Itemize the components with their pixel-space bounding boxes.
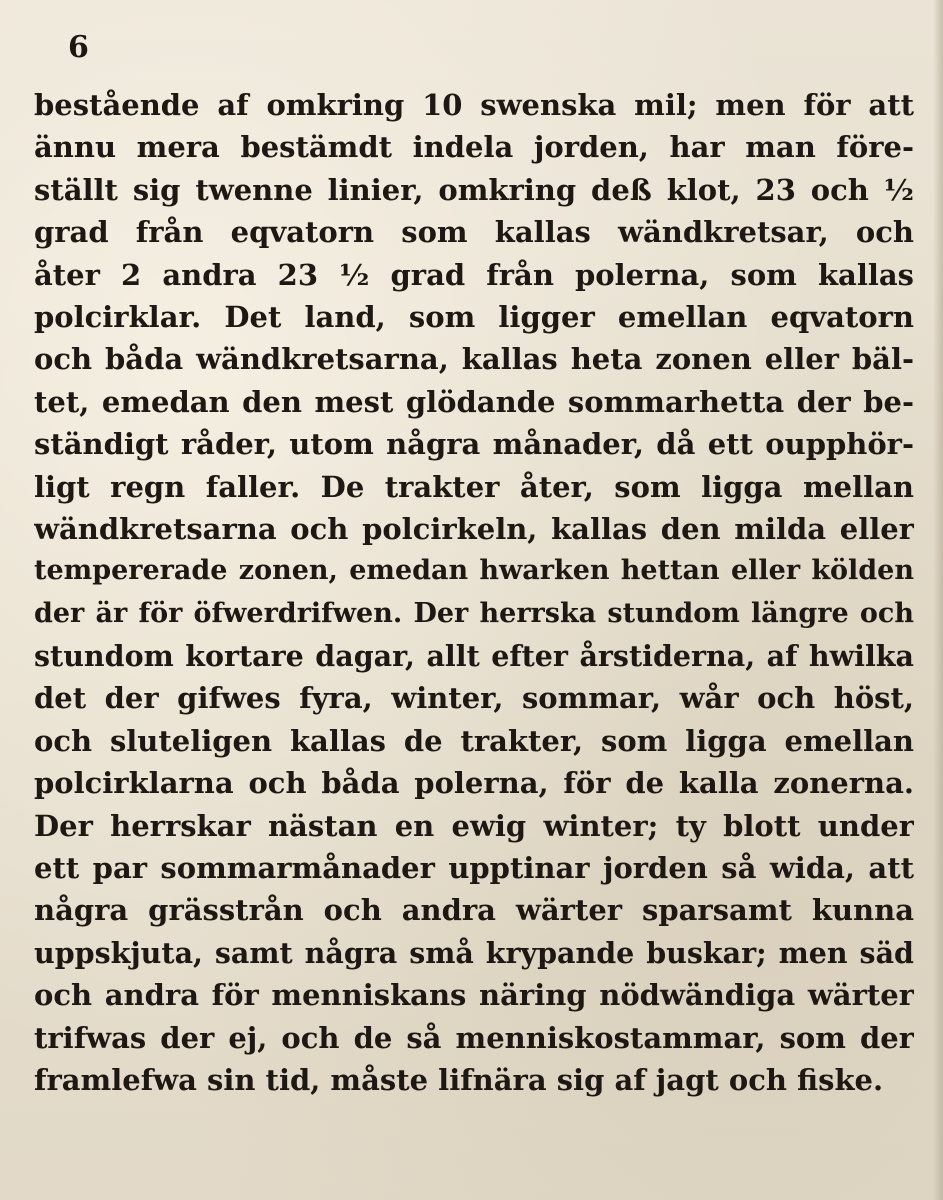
text-line: polcirklar. Det land, som ligger emellan eqvatorn — [34, 299, 914, 334]
text-line: bestående af omkring 10 swenska mil; men för att — [34, 88, 914, 122]
text-line: ännu mera bestämdt indela jorden, har man före- — [34, 130, 914, 165]
text-line: wändkretsarna och polcirkeln, kallas den milda eller — [34, 511, 914, 546]
text-line: åter 2 andra 23 ½ grad från polerna, som kallas — [34, 257, 914, 292]
text-line: det der gifwes fyra, winter, sommar, wår och höst, — [34, 681, 914, 716]
text-line: ställt sig twenne linier, omkring deß klot, 23 och ½ — [34, 172, 914, 207]
text-line: framlefwa sin tid, måste lifnära sig af jagt och fiske. — [34, 1062, 884, 1097]
body-text — [34, 84, 914, 1101]
text-line: ständigt råder, utom några månader, då ett oupphör- — [34, 427, 914, 462]
text-line: uppskjuta, samt några små krypande buskar; men säd — [34, 935, 914, 970]
text-line: och andra för menniskans näring nödwändiga wärter — [34, 978, 914, 1013]
text-line: och båda wändkretsarna, kallas heta zonen eller bäl- — [34, 342, 914, 377]
text-line: tet, emedan den mest glödande sommarhetta der be- — [34, 384, 914, 419]
text-line: och sluteligen kallas de trakter, som ligga emellan — [34, 723, 914, 758]
text-line: stundom kortare dagar, allt efter årstiderna, af hwilka — [34, 639, 914, 674]
text-line: polcirklarna och båda polerna, för de kalla zonerna. — [34, 766, 914, 801]
text-line: några grässtrån och andra wärter sparsamt kunna — [34, 893, 914, 928]
page-number: 6 — [68, 30, 89, 65]
text-line: tempererade zonen, emedan hwarken hettan eller kölden — [34, 555, 914, 587]
text-line: der är för öfwerdrifwen. Der herrska stundom längre och — [34, 597, 914, 629]
text-line: trifwas der ej, och de så menniskostammar, som der — [34, 1020, 914, 1055]
text-line: ligt regn faller. De trakter åter, som ligga mellan — [34, 469, 914, 504]
text-line: Der herrskar nästan en ewig winter; ty blott under — [34, 808, 914, 843]
text-line: grad från eqvatorn som kallas wändkretsar, och — [34, 215, 914, 250]
page-edge-shadow — [933, 0, 943, 1200]
text-line: ett par sommarmånader upptinar jorden så wida, att — [34, 851, 914, 886]
